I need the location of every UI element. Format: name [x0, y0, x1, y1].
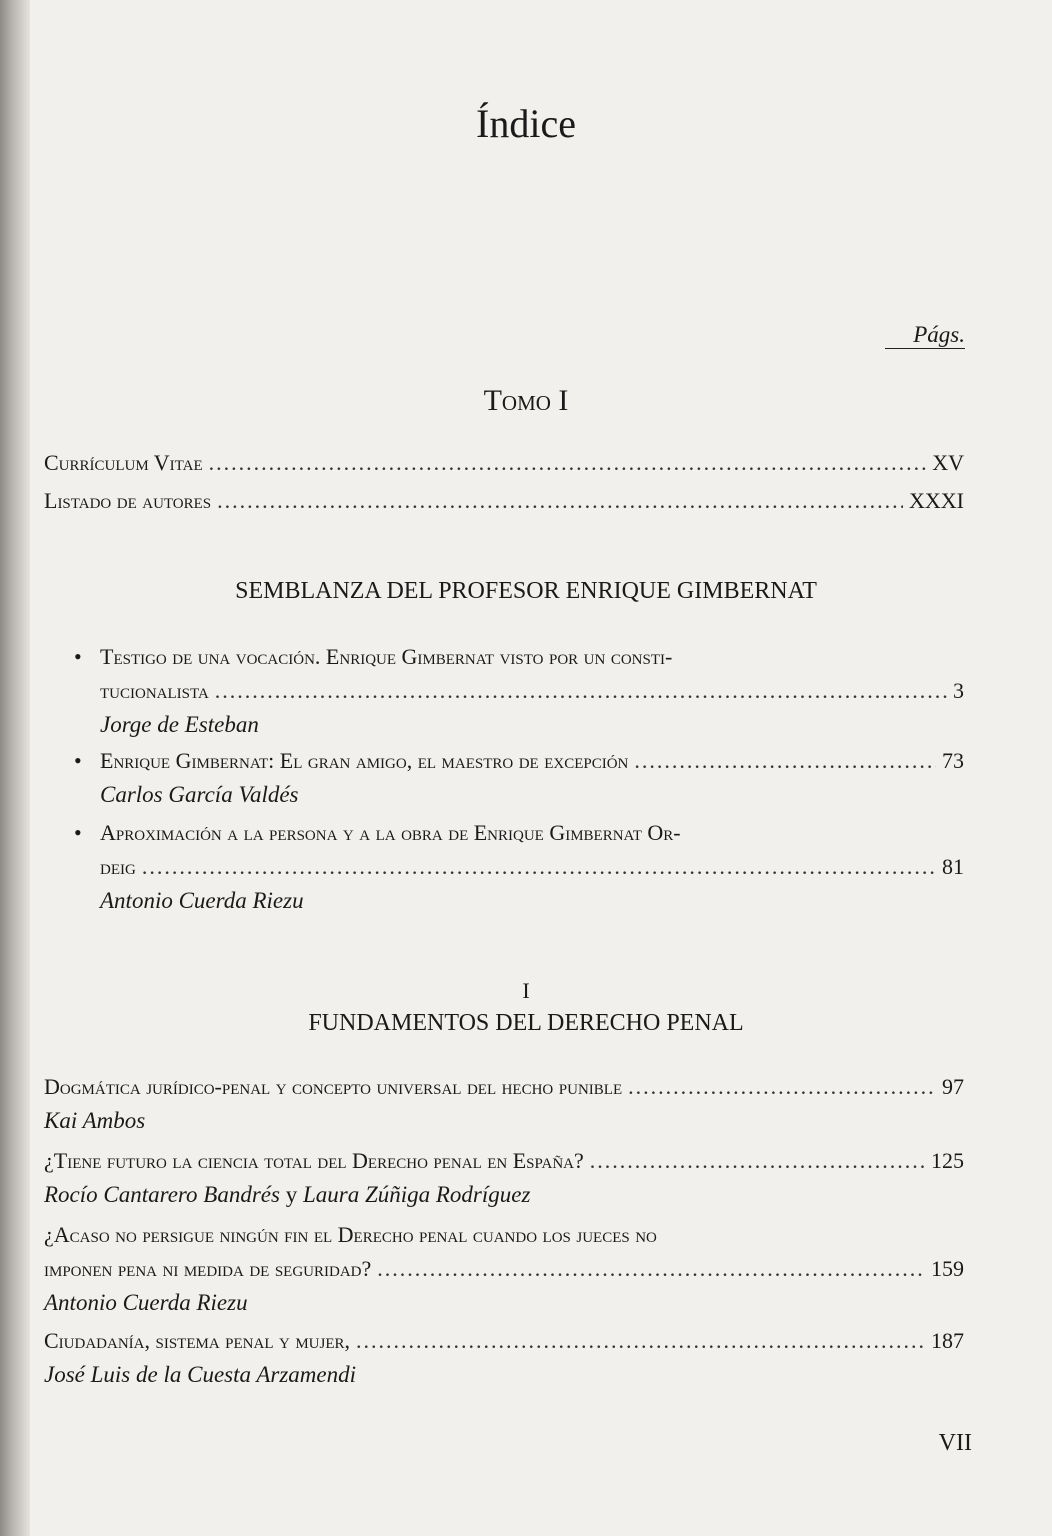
toc-entry-title: Testigo de una vocación. Enrique Gimbernat visto por un consti- — [100, 644, 673, 669]
page-folio: VII — [938, 1430, 972, 1456]
toc-page-number: 187 — [931, 1328, 964, 1353]
toc-page-number: 73 — [942, 748, 964, 773]
toc-entry-ciudadania[interactable] — [44, 1324, 964, 1392]
author-name: Laura Zúñiga Rodríguez — [302, 1182, 531, 1207]
toc-entry-title: Ciudadanía, sistema penal y mujer, — [44, 1328, 351, 1353]
toc-entry-author: Jorge de Esteban — [100, 712, 259, 737]
author-conjunction: y — [285, 1182, 298, 1207]
toc-page-number: XXXI — [909, 488, 964, 513]
toc-page-number: 81 — [942, 854, 964, 879]
leader-dots — [209, 446, 927, 480]
leader-dots — [142, 850, 936, 884]
toc-entry-author: Antonio Cuerda Riezu — [100, 888, 304, 913]
toc-entry-testigo[interactable] — [74, 640, 964, 742]
toc-entry-authors-list[interactable] — [44, 484, 964, 518]
section-heading-fundamentos: FUNDAMENTOS DEL DERECHO PENAL — [308, 1010, 744, 1036]
toc-page-number: 97 — [942, 1074, 964, 1099]
leader-dots — [628, 1070, 936, 1104]
volume-heading: Tomo I — [483, 384, 569, 417]
toc-entry-author: Antonio Cuerda Riezu — [44, 1290, 248, 1315]
toc-page-number: 3 — [953, 678, 964, 703]
toc-entry-gran-amigo[interactable] — [74, 744, 964, 812]
toc-entry-authors — [44, 1178, 964, 1212]
leader-dots — [356, 1324, 925, 1358]
toc-entry-author: José Luis de la Cuesta Arzamendi — [44, 1362, 356, 1387]
toc-entry-dogmatica[interactable] — [44, 1070, 964, 1138]
toc-entry-curriculum[interactable] — [44, 446, 964, 480]
bullet-icon: • — [74, 820, 82, 845]
toc-entry-title: ¿Tiene futuro la ciencia total del Derecho penal en España? — [44, 1148, 584, 1173]
toc-entry-author: Kai Ambos — [44, 1108, 146, 1133]
part-numeral: I — [522, 978, 530, 1003]
toc-entry-title-cont: imponen pena ni medida de seguridad? — [44, 1256, 372, 1281]
toc-entry-title: Listado de autores — [44, 488, 212, 513]
leader-dots — [377, 1252, 925, 1286]
toc-page-number: 159 — [931, 1256, 964, 1281]
section-heading-semblanza: SEMBLANZA DEL PROFESOR ENRIQUE GIMBERNAT — [235, 578, 817, 604]
toc-entry-title: Aproximación a la persona y a la obra de Enrique Gimbernat Or- — [100, 820, 681, 845]
author-name: Rocío Cantarero Bandrés — [44, 1182, 280, 1207]
bullet-icon: • — [74, 748, 82, 773]
toc-entry-ciencia-total[interactable] — [44, 1144, 964, 1212]
leader-dots — [217, 484, 903, 518]
toc-entry-title-cont: deig — [100, 854, 136, 879]
pages-column-label: Págs. — [885, 322, 965, 349]
leader-dots — [215, 674, 947, 708]
page-title: Índice — [476, 101, 576, 146]
toc-page-number: 125 — [931, 1148, 964, 1173]
toc-entry-title: ¿Acaso no persigue ningún fin el Derecho penal cuando los jueces no — [44, 1222, 657, 1247]
bullet-icon: • — [74, 644, 82, 669]
toc-entry-title-cont: tucionalista — [100, 678, 209, 703]
toc-entry-aproximacion[interactable] — [74, 816, 964, 918]
toc-entry-acaso[interactable] — [44, 1218, 964, 1320]
leader-dots — [590, 1144, 925, 1178]
toc-entry-author: Carlos García Valdés — [100, 782, 299, 807]
toc-entry-title: Enrique Gimbernat: El gran amigo, el maestro de excepción — [100, 748, 629, 773]
toc-entry-title: Currículum Vitae — [44, 450, 203, 475]
leader-dots — [634, 744, 936, 778]
toc-page-number: XV — [932, 450, 964, 475]
toc-entry-title: Dogmática jurídico-penal y concepto universal del hecho punible — [44, 1074, 623, 1099]
